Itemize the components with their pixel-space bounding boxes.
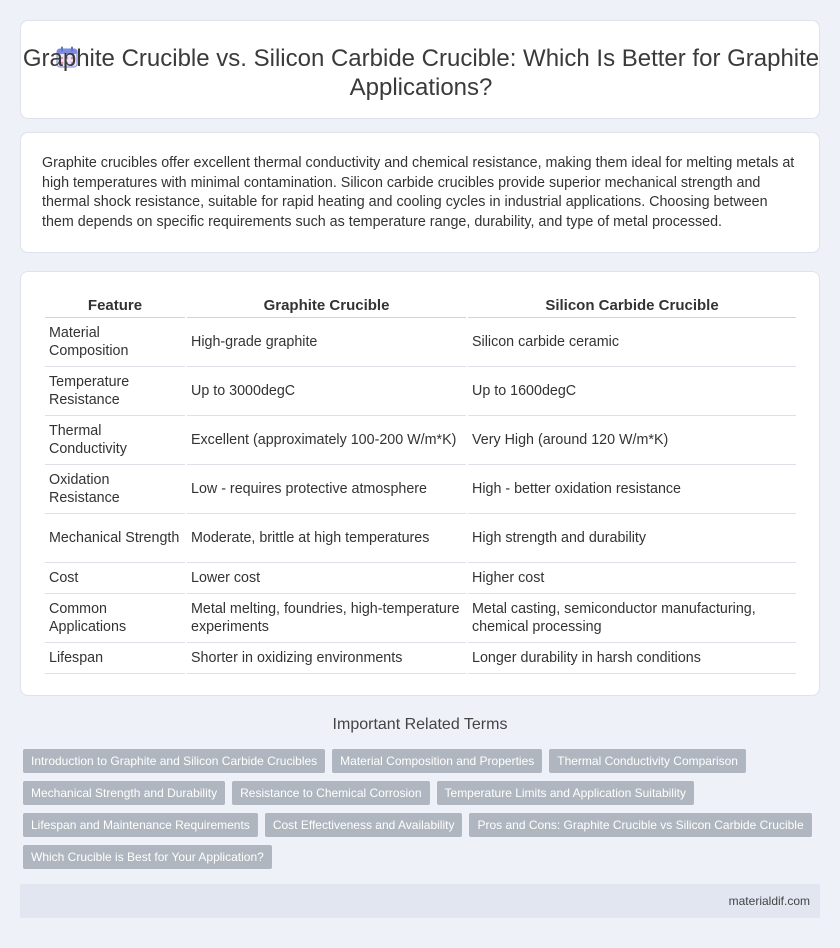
silicon-carbide-cell: Metal casting, semiconductor manufacturing, chemical processing xyxy=(468,594,796,643)
header-graphite: Graphite Crucible xyxy=(187,296,466,318)
related-term-tag[interactable]: Lifespan and Maintenance Requirements xyxy=(23,813,258,837)
graphite-cell: Lower cost xyxy=(187,563,466,594)
related-term-tag[interactable]: Cost Effectiveness and Availability xyxy=(265,813,463,837)
related-term-tag[interactable]: Pros and Cons: Graphite Crucible vs Silicon Carbide Crucible xyxy=(469,813,811,837)
footer-bar xyxy=(20,884,820,918)
related-term-tag[interactable]: Material Composition and Properties xyxy=(332,749,542,773)
table-row xyxy=(45,318,796,367)
header-feature: Feature xyxy=(45,296,185,318)
related-terms-heading: Important Related Terms xyxy=(332,716,508,733)
table-row xyxy=(45,563,796,594)
feature-cell: Cost xyxy=(45,563,185,594)
header-silicon-carbide: Silicon Carbide Crucible xyxy=(468,296,796,318)
related-term-tag[interactable]: Which Crucible is Best for Your Application? xyxy=(23,845,272,869)
intro-card xyxy=(20,132,820,253)
feature-cell: Thermal Conductivity xyxy=(45,416,185,465)
table-row xyxy=(45,465,796,514)
related-term-tag[interactable]: Mechanical Strength and Durability xyxy=(23,781,225,805)
feature-cell: Material Composition xyxy=(45,318,185,367)
related-term-tag[interactable]: Introduction to Graphite and Silicon Carbide Crucibles xyxy=(23,749,325,773)
silicon-carbide-cell: High strength and durability xyxy=(468,514,796,563)
feature-cell: Mechanical Strength xyxy=(45,514,185,563)
table-row xyxy=(45,594,796,643)
related-term-tag[interactable]: Thermal Conductivity Comparison xyxy=(549,749,746,773)
feature-cell: Temperature Resistance xyxy=(45,367,185,416)
silicon-carbide-cell: Longer durability in harsh conditions xyxy=(468,643,796,674)
table-header-row xyxy=(45,296,796,318)
silicon-carbide-cell: Silicon carbide ceramic xyxy=(468,318,796,367)
graphite-cell: Shorter in oxidizing environments xyxy=(187,643,466,674)
graphite-cell: High-grade graphite xyxy=(187,318,466,367)
feature-cell: Common Applications xyxy=(45,594,185,643)
silicon-carbide-cell: Up to 1600degC xyxy=(468,367,796,416)
table-row xyxy=(45,367,796,416)
footer-site-link[interactable]: materialdif.com xyxy=(728,894,810,908)
table-row xyxy=(45,514,796,563)
graphite-cell: Up to 3000degC xyxy=(187,367,466,416)
table-row xyxy=(45,643,796,674)
related-term-tag[interactable]: Temperature Limits and Application Suitability xyxy=(437,781,694,805)
graphite-cell: Moderate, brittle at high temperatures xyxy=(187,514,466,563)
silicon-carbide-cell: High - better oxidation resistance xyxy=(468,465,796,514)
related-terms-list xyxy=(23,749,823,869)
title-card xyxy=(20,20,820,119)
feature-cell: Oxidation Resistance xyxy=(45,465,185,514)
comparison-table xyxy=(43,296,798,674)
silicon-carbide-cell: Very High (around 120 W/m*K) xyxy=(468,416,796,465)
related-term-tag[interactable]: Resistance to Chemical Corrosion xyxy=(232,781,429,805)
graphite-cell: Excellent (approximately 100-200 W/m*K) xyxy=(187,416,466,465)
silicon-carbide-cell: Higher cost xyxy=(468,563,796,594)
comparison-card xyxy=(20,271,820,696)
table-row xyxy=(45,416,796,465)
graphite-cell: Metal melting, foundries, high-temperature experiments xyxy=(187,594,466,643)
intro-paragraph: Graphite crucibles offer excellent thermal conductivity and chemical resistance, making them ideal for melting metals at high temperatures with minimal contamination. Silicon carbide crucibles provide superior mechanical strength and thermal shock resistance, suitable for rapid heating and cooling cycles in industrial applications. Choosing between them depends on specific requirements such as temperature range, durability, and type of metal processed. xyxy=(42,155,795,230)
feature-cell: Lifespan xyxy=(45,643,185,674)
page-title: Graphite Crucible vs. Silicon Carbide Crucible: Which Is Better for Graphite Applications? xyxy=(22,45,820,101)
graphite-cell: Low - requires protective atmosphere xyxy=(187,465,466,514)
